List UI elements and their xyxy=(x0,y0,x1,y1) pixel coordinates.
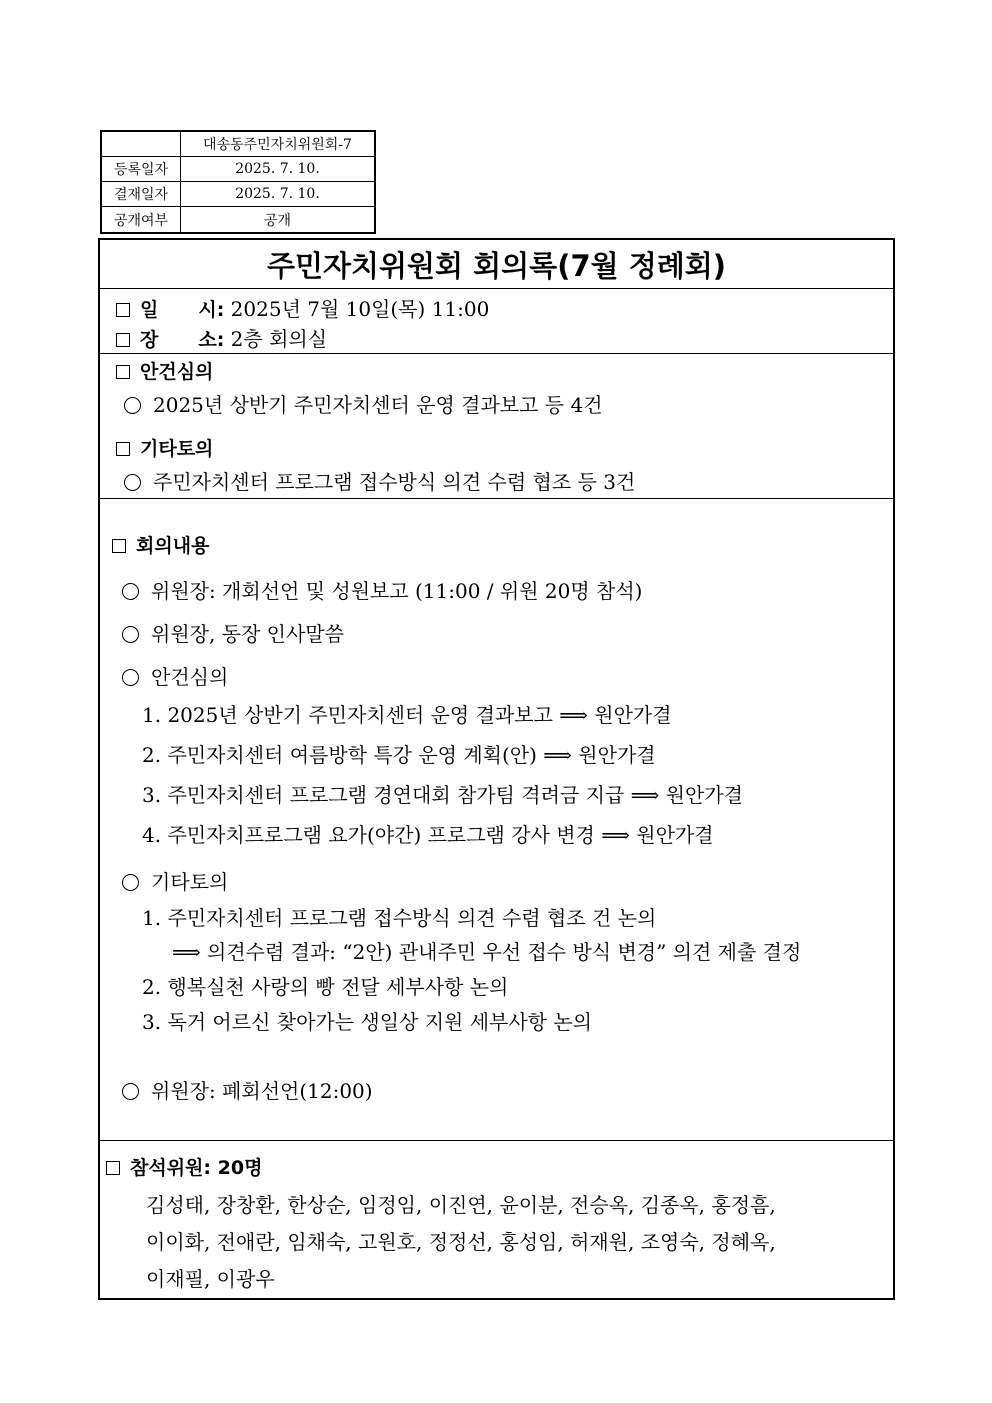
date-label-suffix: 시: xyxy=(198,299,225,321)
content-opening: 위원장: 개회선언 및 성원보고 (11:00 / 위원 20명 참석) xyxy=(122,575,642,604)
title-section xyxy=(100,240,893,289)
other-item-result: ⟹ 의견수렴 결과: “2안) 관내주민 우선 접수 방식 변경” 의견 제출 결정 xyxy=(172,940,802,964)
other-item: 2. 행복실천 사랑의 빵 전달 세부사항 논의 xyxy=(142,975,509,999)
circle-bullet-icon xyxy=(124,397,141,414)
content-heading: 회의내용 xyxy=(112,531,209,558)
registration-label: 등록일자 xyxy=(102,157,181,181)
agenda-item: 3. 주민자치센터 프로그램 경연대회 참가팀 격려금 지급 ⟹ 원안가결 xyxy=(142,783,743,807)
summary-other-heading: 기타토의 xyxy=(116,434,213,461)
other-item: 3. 독거 어르신 찾아가는 생일상 지원 세부사항 논의 xyxy=(142,1010,592,1034)
content-closing: 위원장: 폐회선언(12:00) xyxy=(122,1075,373,1104)
content-agenda-heading: 안건심의 xyxy=(122,661,228,690)
attendees-line: 김성태, 장창환, 한상순, 임정임, 이진연, 윤이분, 전승옥, 김종옥, 홍정흠, xyxy=(146,1193,776,1217)
registration-row xyxy=(102,182,374,207)
summary-other-item: 주민자치센터 프로그램 접수방식 의견 수렴 협조 등 3건 xyxy=(124,466,635,495)
registration-row xyxy=(102,157,374,182)
circle-bullet-icon xyxy=(122,583,139,600)
registration-doc-number: 대송동주민자치위원회-7 xyxy=(203,137,352,153)
summary-agenda-heading: 안건심의 xyxy=(116,357,213,384)
summary-agenda-item: 2025년 상반기 주민자치센터 운영 결과보고 등 4건 xyxy=(124,389,603,418)
registration-value: 2025. 7. 10. xyxy=(235,186,320,202)
checkbox-square-icon xyxy=(106,1161,120,1175)
meeting-date-value: 2025년 7월 10일(목) 11:00 xyxy=(230,297,490,321)
attendees-line: 이이화, 전애란, 임채숙, 고원호, 정정선, 홍성임, 허재원, 조영숙, 정혜옥, xyxy=(146,1230,776,1254)
checkbox-square-icon xyxy=(116,333,130,347)
meeting-info-section xyxy=(100,289,893,354)
attendees-section xyxy=(100,1141,893,1300)
meeting-date-line xyxy=(116,293,489,322)
attendees-line: 이재필, 이광우 xyxy=(146,1267,275,1291)
minutes-box xyxy=(98,238,895,1300)
circle-bullet-icon xyxy=(122,1083,139,1100)
agenda-item: 4. 주민자치프로그램 요가(야간) 프로그램 강사 변경 ⟹ 원안가결 xyxy=(142,823,714,847)
agenda-item: 1. 2025년 상반기 주민자치센터 운영 결과보고 ⟹ 원안가결 xyxy=(142,703,672,727)
agenda-item: 2. 주민자치센터 여름방학 특강 운영 계획(안) ⟹ 원안가결 xyxy=(142,743,656,767)
registration-row-docnum xyxy=(102,132,374,157)
registration-table xyxy=(100,130,376,234)
registration-label: 공개여부 xyxy=(102,207,181,232)
circle-bullet-icon xyxy=(122,626,139,643)
content-other-heading: 기타토의 xyxy=(122,866,228,895)
date-label: 일 xyxy=(140,299,159,321)
meeting-content-section xyxy=(100,499,893,1141)
meeting-place-line xyxy=(116,323,327,352)
place-label-suffix: 소: xyxy=(198,329,225,351)
attendees-heading: 참석위원: 20명 xyxy=(106,1153,262,1180)
place-label: 장 xyxy=(140,329,159,351)
circle-bullet-icon xyxy=(122,874,139,891)
checkbox-square-icon xyxy=(112,539,126,553)
meeting-place-value: 2층 회의실 xyxy=(230,327,328,351)
circle-bullet-icon xyxy=(122,669,139,686)
document-title: 주민자치위원회 회의록(7월 정례회) xyxy=(266,248,727,283)
checkbox-square-icon xyxy=(116,365,130,379)
checkbox-square-icon xyxy=(116,442,130,456)
checkbox-square-icon xyxy=(116,303,130,317)
registration-value: 2025. 7. 10. xyxy=(235,161,320,177)
content-greeting: 위원장, 동장 인사말씀 xyxy=(122,618,344,647)
summary-section xyxy=(100,354,893,499)
registration-value: 공개 xyxy=(263,212,292,229)
registration-row xyxy=(102,207,374,232)
registration-label: 결재일자 xyxy=(102,182,181,206)
other-item: 1. 주민자치센터 프로그램 접수방식 의견 수렴 협조 건 논의 xyxy=(142,906,657,930)
circle-bullet-icon xyxy=(124,474,141,491)
registration-blank-cell xyxy=(102,132,181,156)
